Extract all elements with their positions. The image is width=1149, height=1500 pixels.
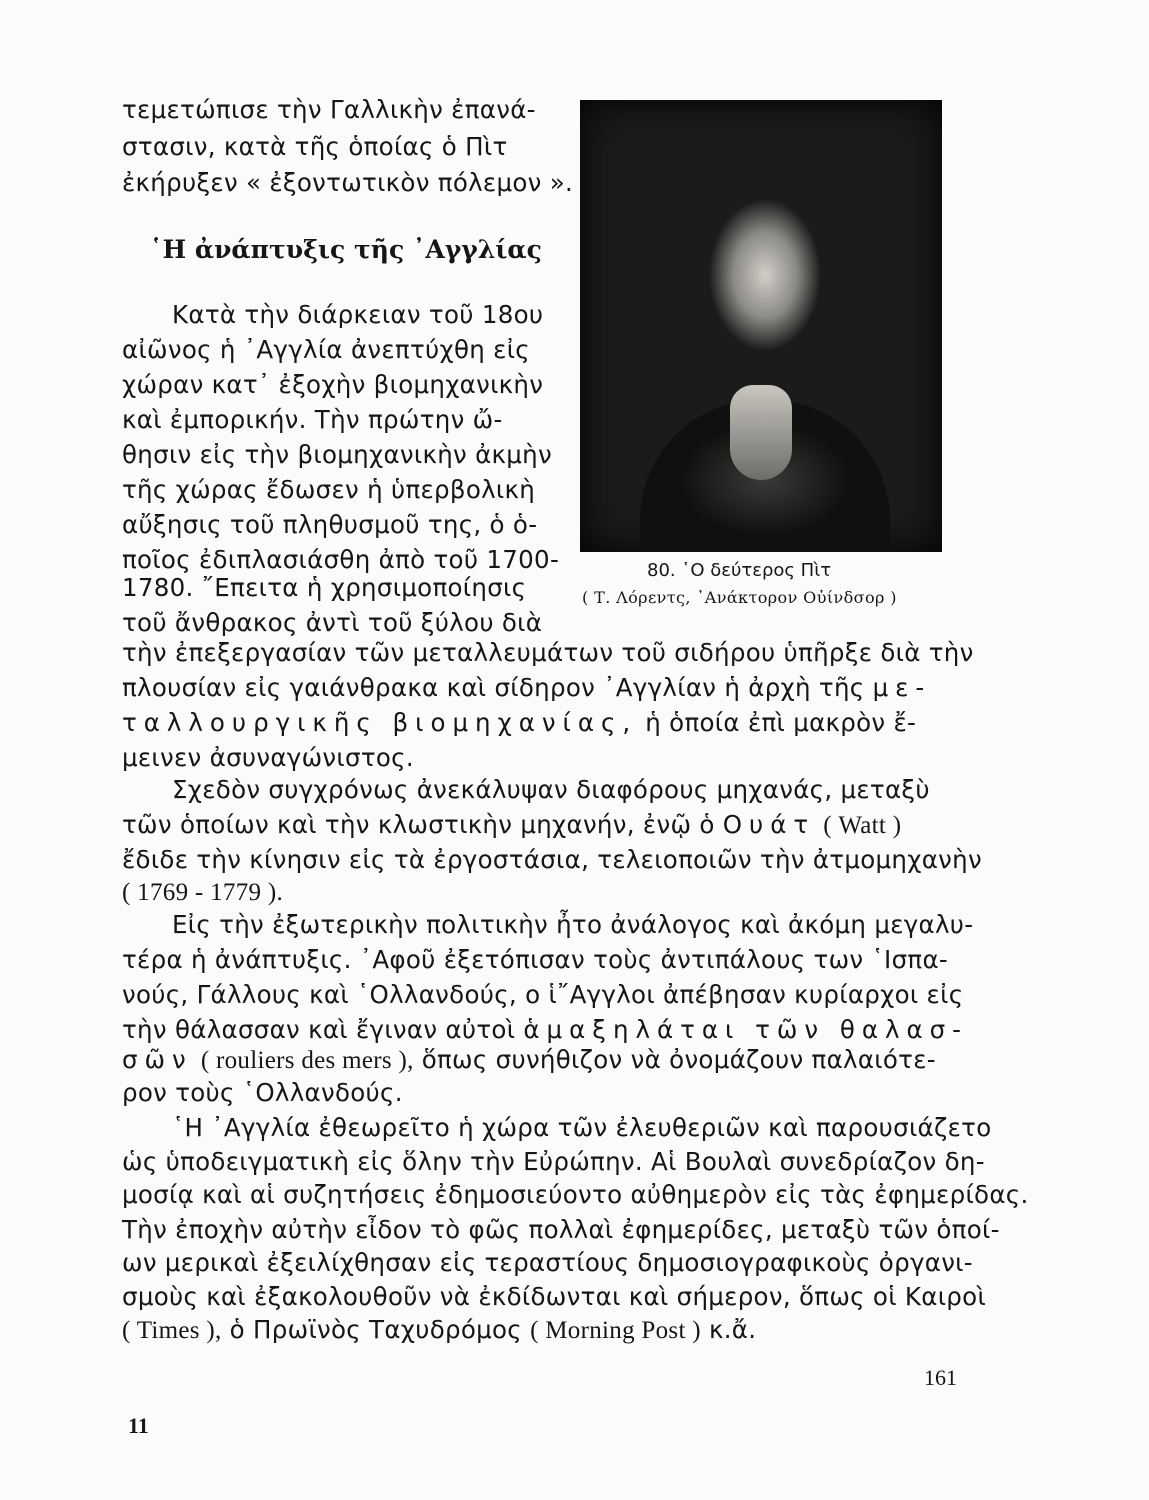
text-line: ων μερικαὶ ἐξειλίχθησαν εἰς τεραστίους δημοσιογραφικοὺς ὀργανι-	[122, 1248, 973, 1277]
text-line: Τὴν ἐποχὴν αὐτὴν εἶδον τὸ φῶς πολλαὶ ἐφημερίδες, μεταξὺ τῶν ὁποί-	[122, 1215, 1000, 1244]
text-line: ρον τοὺς ῾Ολλανδούς.	[122, 1078, 403, 1107]
text-segment-latin: ( Morning Post )	[530, 1317, 701, 1344]
text-line	[122, 810, 901, 841]
text-line: ὡς ὑποδειγματικὴ εἰς ὅλην τὴν Εὐρώπην. Αἱ Βουλαὶ συνεδρίαζον δη-	[122, 1147, 985, 1176]
section-heading: ῾Η ἀνάπτυξις τῆς ᾿Αγγλίας	[150, 235, 542, 264]
text-segment-latin: ( Times ),	[122, 1317, 222, 1344]
text-line	[122, 1015, 968, 1045]
portrait-cravat	[730, 385, 792, 480]
text-line: τῆς χώρας ἔδωσεν ἡ ὑπερβολικὴ	[122, 475, 536, 504]
text-line	[122, 673, 931, 703]
text-line: καὶ ἐμπορικήν. Τὴν πρώτην ὤ-	[122, 405, 503, 434]
text-line	[122, 877, 283, 908]
text-line: αἰῶνος ἡ ᾿Αγγλία ἀνεπτύχθη εἰς	[122, 335, 530, 364]
text-segment-spaced: Ουάτ	[722, 810, 816, 839]
text-segment-spaced: σῶν	[122, 1045, 193, 1074]
text-segment: τὴν θάλασσαν καὶ ἔγιναν αὐτοὶ	[122, 1015, 516, 1044]
text-segment: ὁ Πρωϊνὸς Ταχυδρόμος	[229, 1315, 522, 1344]
text-segment-spaced: με-	[872, 673, 932, 702]
text-segment: ἡ ὁποία ἐπὶ μακρὸν ἔ-	[645, 708, 917, 737]
text-line: 1780. ῎Επειτα ἡ χρησιμοποίησις	[122, 573, 527, 602]
text-line: θησιν εἰς τὴν βιομηχανικὴν ἀκμὴν	[122, 440, 552, 469]
text-segment-latin: ( rouliers des mers ),	[200, 1047, 414, 1074]
text-line	[122, 1045, 936, 1076]
text-line: νούς, Γάλλους καὶ ῾Ολλανδούς, ο ἱ῎Αγγλοι ἀπέβησαν κυρίαρχοι εἰς	[122, 980, 964, 1009]
text-line: τεμετώπισε τὴν Γαλλικὴν ἐπανά-	[122, 95, 536, 124]
text-line	[122, 1315, 756, 1346]
text-segment-latin: ( 1769 - 1779 ).	[122, 879, 284, 906]
text-line: Σχεδὸν συγχρόνως ἀνεκάλυψαν διαφόρους μηχανάς, μεταξὺ	[172, 775, 930, 804]
text-segment: ὅπως συνήθιζον νὰ ὀνομάζουν παλαιότε-	[421, 1045, 936, 1074]
page-number: 161	[924, 1365, 957, 1390]
text-segment-spaced: ἁμαξηλάται τῶν θαλασ-	[523, 1015, 968, 1044]
text-line: Εἰς τὴν ἐξωτερικὴν πολιτικὴν ἦτο ἀνάλογος καὶ ἀκόμη μεγαλυ-	[172, 910, 974, 939]
text-line: μοσίᾳ καὶ αἱ συζητήσεις ἐδημοσιεύοντο αὐθημερὸν εἰς τὰς ἐφημερίδας.	[122, 1180, 1029, 1209]
figure-caption: 80. ῾Ο δεύτερος Πὶτ	[647, 560, 832, 581]
text-line: Κατὰ τὴν διάρκειαν τοῦ 18ου	[172, 300, 544, 329]
text-line: μεινεν ἀσυναγώνιστος.	[122, 743, 414, 772]
text-line: σμοὺς καὶ ἐξακολουθοῦν νὰ ἐκδίδωνται καὶ σήμερον, ὅπως οἱ Καιροὶ	[122, 1282, 987, 1311]
text-line: ἔδιδε τὴν κίνησιν εἰς τὰ ἐργοστάσια, τελειοποιῶν τὴν ἀτμομηχανὴν	[122, 845, 982, 874]
text-segment: τῶν ὁποίων καὶ τὴν κλωστικὴν μηχανήν, ἐνῷ ὁ	[122, 810, 715, 839]
text-segment: πλουσίαν εἰς γαιάνθρακα καὶ σίδηρον ᾿Αγγλίαν ἡ ἀρχὴ τῆς	[122, 673, 865, 702]
text-segment: κ.ἄ.	[708, 1315, 757, 1344]
text-line: ῾Η ᾿Αγγλία ἐθεωρεῖτο ἡ χώρα τῶν ἐλευθεριῶν καὶ παρουσιάζετο	[172, 1113, 992, 1142]
signature-mark: 11	[128, 1413, 149, 1438]
portrait-image	[580, 100, 942, 552]
text-line: τοῦ ἄνθρακος ἀντὶ τοῦ ξύλου διὰ	[122, 608, 543, 637]
text-line: στασιν, κατὰ τῆς ὁποίας ὁ Πὶτ	[122, 132, 508, 161]
text-line: τέρα ἡ ἀνάπτυξις. ᾿Αφοῦ ἐξετόπισαν τοὺς ἀντιπάλους των ῾Ισπα-	[122, 945, 949, 974]
text-segment-spaced: ταλλουργικῆς βιομηχανίας,	[122, 708, 638, 737]
text-line: ἐκήρυξεν « ἐξοντωτικὸν πόλεμον ».	[122, 168, 574, 197]
text-line: ποῖος ἐδιπλασιάσθη ἀπὸ τοῦ 1700-	[122, 545, 560, 574]
text-line: τὴν ἐπεξεργασίαν τῶν μεταλλευμάτων τοῦ σιδήρου ὑπῆρξε διὰ τὴν	[122, 638, 974, 667]
text-line	[122, 708, 916, 738]
text-line: αὔξησις τοῦ πληθυσμοῦ της, ὁ ὁ-	[122, 510, 538, 539]
text-line: χώραν κατ᾿ ἐξοχὴν βιομηχανικὴν	[122, 370, 544, 399]
figure-credit: ( Τ. Λόρεντς, ᾿Ανάκτορον Οὐίνδσορ )	[582, 588, 897, 607]
text-segment-latin: ( Watt )	[823, 812, 902, 839]
